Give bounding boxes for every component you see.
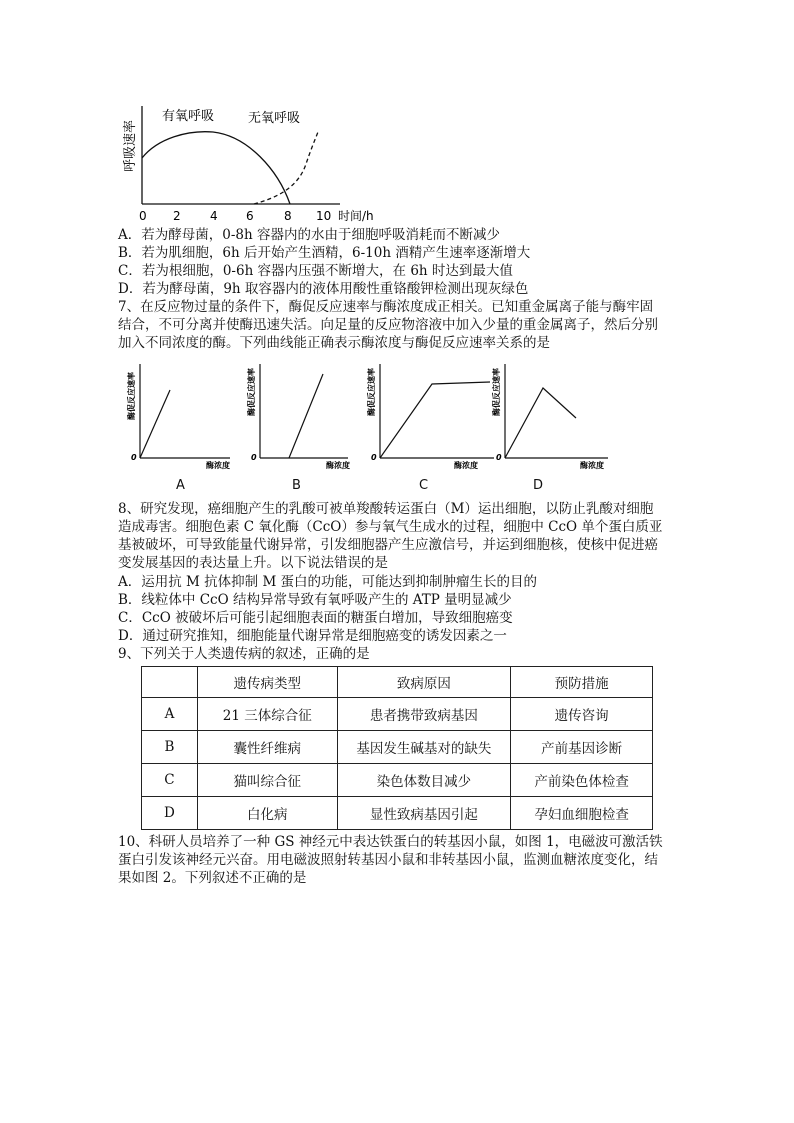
- x-axis-label: 时间/h: [338, 209, 374, 223]
- graph-b-xlabel: 酶浓度: [326, 461, 350, 470]
- q8-option-c: C．CcO 被破坏后可能引起细胞表面的糖蛋白增加，导致细胞癌变: [118, 610, 513, 626]
- graph-a-ylabel: 酶促反应速率: [127, 372, 136, 420]
- graph-a-origin: 0: [131, 453, 137, 462]
- table-cell: 产前基因诊断: [511, 731, 653, 764]
- q8-line-3: 基被破坏，可导致能量代谢异常，引发细胞器产生应激信号，并运到细胞核，使核中促进癌: [118, 537, 658, 553]
- graph-label-c: C: [419, 478, 429, 493]
- graph-d-xlabel: 酶浓度: [580, 461, 604, 470]
- x-tick-10: 10: [316, 209, 332, 223]
- graph-d-origin: 0: [496, 453, 502, 462]
- q8-option-a: A．运用抗 M 抗体抑制 M 蛋白的功能，可能达到抑制肿瘤生长的目的: [118, 574, 538, 590]
- table-row: [142, 731, 653, 764]
- table-header-cell: 预防措施: [511, 667, 653, 698]
- q8-option-b: B．线粒体中 CcO 结构异常导致有氧呼吸产生的 ATP 量明显减少: [118, 592, 512, 608]
- q6-option-a: A．若为酵母菌，0-8h 容器内的水由于细胞呼吸消耗而不断减少: [118, 227, 500, 243]
- table-cell: 遗传咨询: [511, 698, 653, 731]
- aerobic-curve: [142, 132, 290, 204]
- enzyme-graphs: [118, 356, 618, 474]
- y-axis-label: 呼吸速率: [123, 119, 138, 172]
- q8-line-2: 造成毒害。细胞色素 C 氧化酶（CcO）参与氧气生成水的过程，细胞中 CcO 单个蛋白质亚: [118, 519, 663, 535]
- graph-c-ylabel: 酶促反应速率: [367, 368, 376, 416]
- table-cell: B: [142, 731, 198, 764]
- q7-line-2: 结合，不可分离并使酶迅速失活。向足量的反应物溶液中加入少量的重金属离子，然后分别: [118, 317, 658, 333]
- table-cell: 白化病: [197, 797, 337, 830]
- x-tick-0: 0: [139, 209, 147, 223]
- anaerobic-label: 无氧呼吸: [248, 111, 301, 126]
- x-tick-labels: [139, 209, 331, 223]
- table-header-cell: 致病原因: [337, 667, 511, 698]
- graph-c: [366, 364, 494, 470]
- table-header-row: [142, 667, 653, 698]
- table-cell: C: [142, 764, 198, 797]
- q8-line-4: 变发展基因的表达量上升。以下说法错误的是: [118, 555, 388, 571]
- table-row: [142, 797, 653, 830]
- table-row: [142, 698, 653, 731]
- q7-line-3: 加入不同浓度的酶。下列曲线能正确表示酶浓度与酶促反应速率关系的是: [118, 335, 550, 351]
- table-cell: 染色体数目减少: [337, 764, 511, 797]
- q6-option-c: C．若为根细胞，0-6h 容器内压强不断增大，在 6h 时达到最大值: [118, 263, 513, 279]
- graph-c-xlabel: 酶浓度: [454, 461, 478, 470]
- table-row: [142, 764, 653, 797]
- q9-table: [141, 666, 653, 830]
- aerobic-label: 有氧呼吸: [162, 109, 215, 124]
- graph-c-origin: 0: [371, 453, 377, 462]
- graph-label-a: A: [176, 478, 185, 493]
- q6-option-d: D．若为酵母菌，9h 取容器内的液体用酸性重铬酸钾检测出现灰绿色: [118, 281, 529, 297]
- table-cell: A: [142, 698, 198, 731]
- x-tick-4: 4: [210, 209, 218, 223]
- graph-label-d: D: [533, 478, 544, 493]
- graph-a-xlabel: 酶浓度: [206, 461, 230, 470]
- graph-d-line: [505, 388, 576, 458]
- table-cell: 21 三体综合征: [197, 698, 337, 731]
- table-cell: 显性致病基因引起: [337, 797, 511, 830]
- table-header-cell: [142, 667, 198, 698]
- q10-line-3: 果如图 2。下列叙述不正确的是: [118, 870, 307, 886]
- graph-c-line: [380, 382, 490, 458]
- x-tick-6: 6: [246, 209, 254, 223]
- table-cell: 猫叫综合征: [197, 764, 337, 797]
- q8-option-d: D．通过研究推知，细胞能量代谢异常是细胞癌变的诱发因素之一: [118, 628, 507, 644]
- graph-a-line: [140, 390, 170, 458]
- x-tick-8: 8: [284, 209, 292, 223]
- graph-b-line: [289, 374, 323, 458]
- table-cell: D: [142, 797, 198, 830]
- q10-line-1: 10、科研人员培养了一种 GS 神经元中表达铁蛋白的转基因小鼠，如图 1，电磁波可激活铁: [118, 834, 663, 850]
- q10-line-2: 蛋白引发该神经元兴奋。用电磁波照射转基因小鼠和非转基因小鼠，监测血糖浓度变化，结: [118, 852, 658, 868]
- table-cell: 患者携带致病基因: [337, 698, 511, 731]
- q8-line-1: 8、研究发现，癌细胞产生的乳酸可被单羧酸转运蛋白（M）运出细胞，以防止乳酸对细胞: [118, 501, 654, 517]
- graph-b-origin: 0: [251, 453, 257, 462]
- graph-a: [126, 364, 230, 470]
- graph-b-ylabel: 酶促反应速率: [247, 368, 256, 416]
- table-cell: 囊性纤维病: [197, 731, 337, 764]
- x-tick-2: 2: [173, 209, 181, 223]
- q6-option-b: B．若为肌细胞，6h 后开始产生酒精，6-10h 酒精产生速率逐渐增大: [118, 245, 531, 261]
- graph-b: [246, 364, 350, 470]
- graph-d: [491, 364, 608, 470]
- table-cell: 基因发生碱基对的缺失: [337, 731, 511, 764]
- q7-line-1: 7、在反应物过量的条件下，酶促反应速率与酶浓度成正相关。已知重金属离子能与酶牢固: [118, 299, 654, 315]
- graph-d-ylabel: 酶促反应速率: [492, 368, 501, 416]
- respiration-chart: [118, 100, 388, 226]
- table-cell: 产前染色体检查: [511, 764, 653, 797]
- q9-stem: 9、下列关于人类遗传病的叙述，正确的是: [118, 646, 370, 662]
- table-header-cell: 遗传病类型: [197, 667, 337, 698]
- table-cell: 孕妇血细胞检查: [511, 797, 653, 830]
- graph-label-b: B: [292, 478, 301, 493]
